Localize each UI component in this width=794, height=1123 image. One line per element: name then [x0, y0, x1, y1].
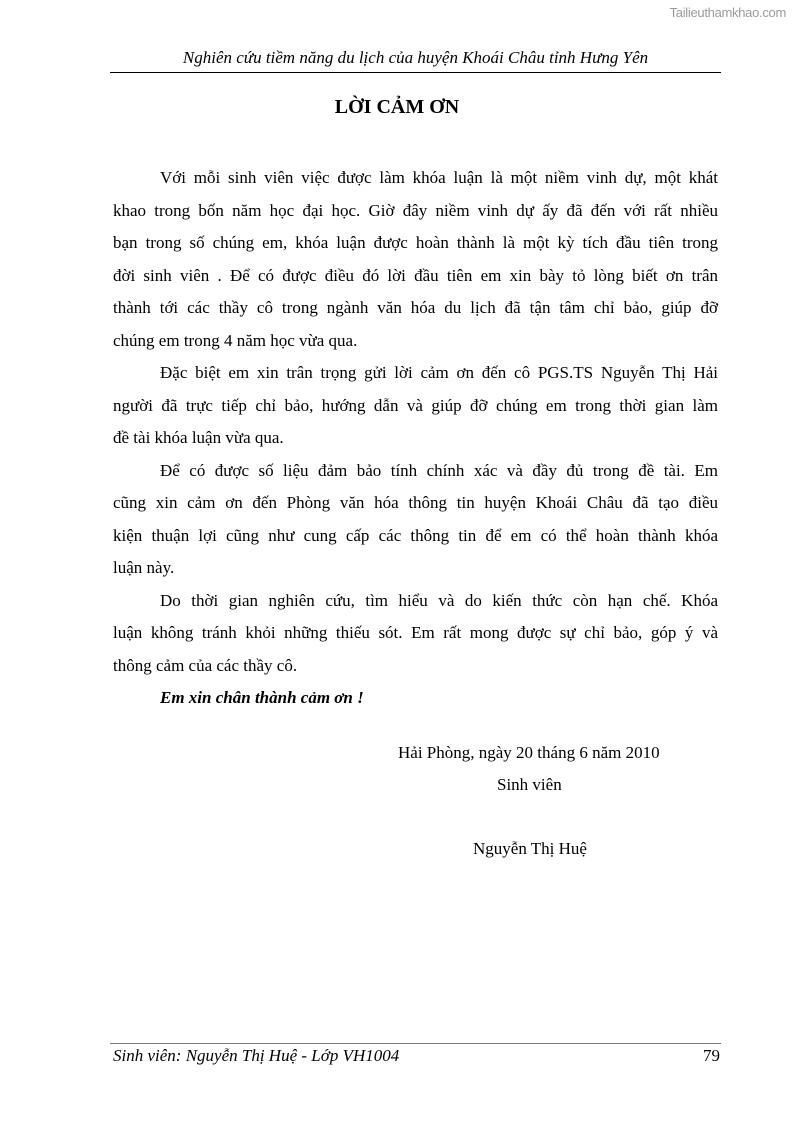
paragraph [113, 162, 718, 357]
header-rule [110, 72, 721, 73]
footer-rule [110, 1043, 721, 1044]
paragraph [113, 585, 718, 683]
watermark: Tailieuthamkhao.com [669, 5, 786, 20]
text-line: cũng xin cảm ơn đến Phòng văn hóa thông tin huyện Khoái Châu đã tạo điều [113, 493, 718, 512]
text-line: bạn trong số chúng em, khóa luận được hoàn thành là một kỳ tích đầu tiên trong [113, 233, 718, 252]
signature-place-date: Hải Phòng, ngày 20 tháng 6 năm 2010 [398, 743, 660, 762]
paragraph [113, 357, 718, 455]
signature-role: Sinh viên [497, 775, 562, 794]
page-number: 79 [703, 1046, 720, 1065]
text-line: luận không tránh khỏi những thiếu sót. Em rất mong được sự chỉ bảo, góp ý và [113, 623, 718, 642]
text-line: kiện thuận lợi cũng như cung cấp các thông tin để em có thể hoàn thành khóa [113, 525, 718, 545]
closing-line: Em xin chân thành cảm ơn ! [160, 688, 364, 707]
text-line: thông cảm của các thầy cô. [113, 655, 298, 675]
footer-author: Sinh viên: Nguyễn Thị Huệ - Lớp VH1004 [113, 1046, 400, 1065]
text-line: người đã trực tiếp chỉ bảo, hướng dẫn và giúp đỡ chúng em trong thời gian làm [113, 395, 718, 415]
signature-name: Nguyễn Thị Huệ [473, 839, 587, 858]
text-line: luận này. [113, 558, 175, 577]
text-line: đời sinh viên . Để có được điều đó lời đầu tiên em xin bày tỏ lòng biết ơn trân [113, 265, 718, 285]
text-line: thành tới các thầy cô trong ngành văn hóa du lịch đã tận tâm chỉ bảo, giúp đỡ [113, 298, 718, 317]
text-line: chúng em trong 4 năm học vừa qua. [113, 330, 358, 350]
text-line: Để có được số liệu đảm bảo tính chính xác và đầy đủ trong đề tài. Em [160, 460, 718, 480]
text-line: đề tài khóa luận vừa qua. [113, 428, 284, 447]
text-line: Với mỗi sinh viên việc được làm khóa luận là một niềm vinh dự, một khát [160, 168, 718, 187]
running-header: Nghiên cứu tiềm năng du lịch của huyện Khoái Châu tỉnh Hưng Yên [182, 48, 649, 67]
paragraph [113, 455, 718, 585]
page-title: LỜI CẢM ƠN [334, 96, 460, 118]
body-text [113, 162, 718, 715]
text-line: Đặc biệt em xin trân trọng gửi lời cảm ơn đến cô PGS.TS Nguyễn Thị Hải [160, 363, 718, 382]
text-line: Do thời gian nghiên cứu, tìm hiểu và do kiến thức còn hạn chế. Khóa [160, 590, 718, 610]
text-line: khao trong bốn năm học đại học. Giờ đây niềm vinh dự ấy đã đến với rất nhiều [113, 200, 718, 220]
